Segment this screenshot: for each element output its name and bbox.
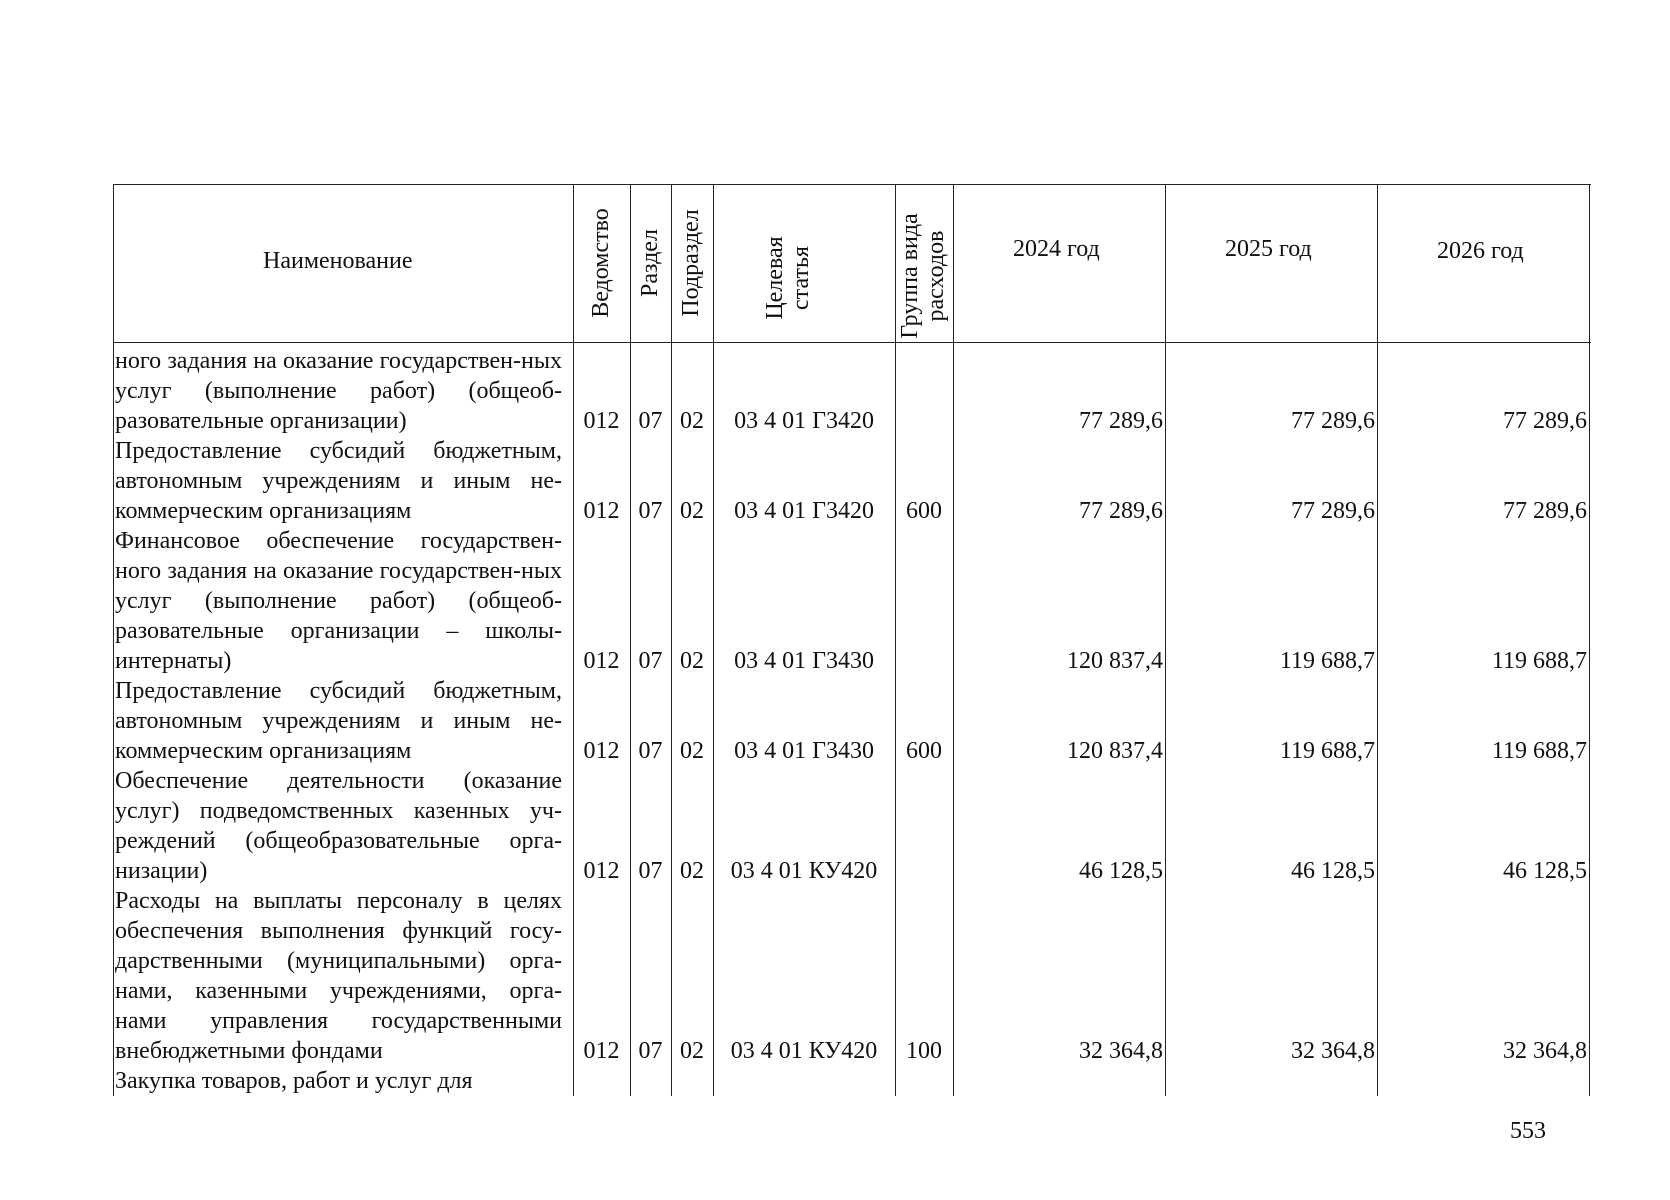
header-dept: Ведомство — [588, 208, 614, 318]
row-target: 03 4 01 Г3420 — [734, 498, 874, 524]
row-dept: 012 — [583, 738, 620, 764]
row-dept: 012 — [583, 858, 620, 884]
row-section: 07 — [638, 648, 663, 674]
header-2025: 2025 год — [1225, 236, 1312, 262]
row-value-2024: 77 289,6 — [1079, 498, 1163, 524]
row-name: Предоставление субсидий бюджетным, автономным учреждениям и иным не-коммерческим организациям — [115, 678, 562, 764]
row-group: 100 — [906, 1038, 942, 1064]
header-target-line1: Целевая — [762, 236, 788, 320]
row-section: 07 — [638, 408, 663, 434]
row-name: Закупка товаров, работ и услуг для — [115, 1068, 473, 1094]
header-target — [728, 202, 848, 332]
row-section: 07 — [638, 498, 663, 524]
row-value-2024: 77 289,6 — [1079, 408, 1163, 434]
row-target: 03 4 01 КУ420 — [730, 1038, 878, 1064]
header-2024: 2024 год — [1013, 236, 1100, 262]
row-name: ного задания на оказание государствен-ных услуг (выполнение работ) (общеоб-разовательные организации) — [115, 348, 562, 434]
row-section: 07 — [638, 1038, 663, 1064]
row-dept: 012 — [583, 498, 620, 524]
header-2026: 2026 год — [1437, 238, 1524, 264]
column-divider — [713, 184, 714, 1096]
row-subsection: 02 — [680, 738, 704, 764]
row-target: 03 4 01 КУ420 — [730, 858, 878, 884]
row-value-2024: 32 364,8 — [1079, 1038, 1163, 1064]
column-divider — [630, 184, 631, 1096]
row-value-2026: 77 289,6 — [1503, 408, 1587, 434]
row-value-2025: 119 688,7 — [1279, 738, 1375, 764]
row-dept: 012 — [583, 408, 620, 434]
row-value-2026: 46 128,5 — [1503, 858, 1587, 884]
column-divider — [953, 184, 954, 1096]
row-name: Финансовое обеспечение государствен-ного задания на оказание государствен-ных услуг (выполнение работ) (общеоб-разовательные организации – школы-интернаты) — [115, 528, 562, 674]
header-group-line1: Группа вида — [897, 213, 923, 339]
budget-table — [113, 184, 1591, 1096]
table-border-left — [113, 184, 114, 1096]
row-subsection: 02 — [680, 648, 704, 674]
table-border-right — [1589, 184, 1590, 1096]
row-name: Предоставление субсидий бюджетным, автономным учреждениям и иным не-коммерческим организациям — [115, 438, 562, 524]
column-divider — [671, 184, 672, 1096]
table-border-top — [113, 184, 1591, 185]
row-value-2024: 120 837,4 — [1067, 648, 1163, 674]
column-divider — [1377, 184, 1378, 1096]
header-bottom-line — [113, 342, 1591, 343]
row-name: Расходы на выплаты персоналу в целях обеспечения выполнения функций госу-дарственными (муниципальными) орга-нами, казенными учреждениями, орга-нами управления государственными внебюджетными фондами — [115, 888, 562, 1064]
row-value-2026: 119 688,7 — [1491, 738, 1587, 764]
column-divider — [1165, 184, 1166, 1096]
row-section: 07 — [638, 858, 663, 884]
row-value-2025: 77 289,6 — [1291, 498, 1375, 524]
row-value-2026: 119 688,7 — [1491, 648, 1587, 674]
row-subsection: 02 — [680, 408, 704, 434]
header-group-line2: расходов — [923, 230, 949, 322]
row-target: 03 4 01 Г3430 — [734, 738, 874, 764]
row-subsection: 02 — [680, 1038, 704, 1064]
header-group — [895, 192, 953, 340]
row-section: 07 — [638, 738, 663, 764]
row-value-2025: 46 128,5 — [1291, 858, 1375, 884]
row-dept: 012 — [583, 1038, 620, 1064]
row-value-2025: 119 688,7 — [1279, 648, 1375, 674]
row-value-2024: 120 837,4 — [1067, 738, 1163, 764]
header-target-line2: статья — [788, 246, 814, 310]
row-group: 600 — [906, 498, 942, 524]
header-name: Наименование — [263, 248, 413, 274]
row-value-2026: 32 364,8 — [1503, 1038, 1587, 1064]
row-subsection: 02 — [680, 498, 704, 524]
row-value-2025: 77 289,6 — [1291, 408, 1375, 434]
page-number: 553 — [1510, 1118, 1546, 1144]
header-subsection: Подраздел — [678, 209, 704, 317]
row-value-2024: 46 128,5 — [1079, 858, 1163, 884]
row-target: 03 4 01 Г3430 — [734, 648, 874, 674]
row-group: 600 — [906, 738, 942, 764]
row-target: 03 4 01 Г3420 — [734, 408, 874, 434]
column-divider — [573, 184, 574, 1096]
row-name: Обеспечение деятельности (оказание услуг) подведомственных казенных уч-реждений (общеобразовательные орга-низации) — [115, 768, 562, 884]
row-subsection: 02 — [680, 858, 704, 884]
header-section: Раздел — [637, 229, 663, 297]
row-value-2025: 32 364,8 — [1291, 1038, 1375, 1064]
row-value-2026: 77 289,6 — [1503, 498, 1587, 524]
row-dept: 012 — [583, 648, 620, 674]
